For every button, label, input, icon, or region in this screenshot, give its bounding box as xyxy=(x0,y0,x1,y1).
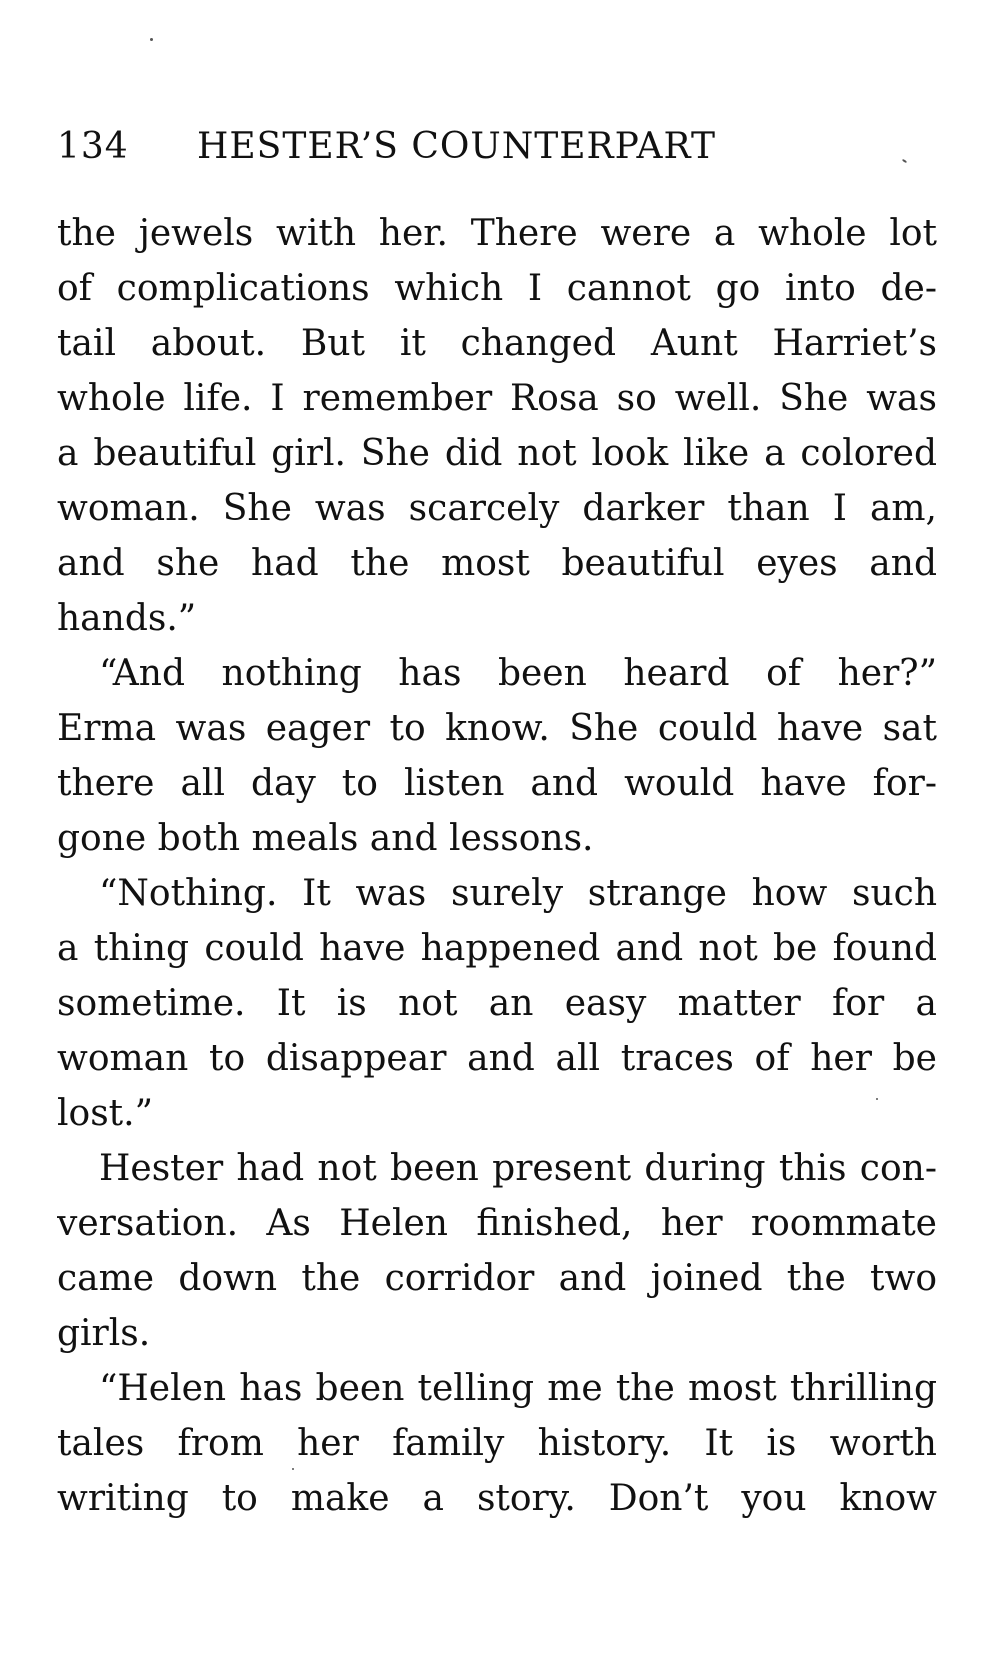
text-line: lost.” xyxy=(57,1093,153,1134)
text-line: versation. As Helen finished, her roommate xyxy=(57,1203,937,1244)
text-line: a beautiful girl. She did not look like a colored xyxy=(57,433,937,474)
text-line: tales from her family history. It is worth xyxy=(57,1423,937,1464)
text-line: gone both meals and lessons. xyxy=(57,818,594,859)
text-line: the jewels with her. There were a whole lot xyxy=(57,213,937,254)
text-line: “And nothing has been heard of her?” xyxy=(99,653,937,694)
text-line: Hester had not been present during this con- xyxy=(99,1148,937,1189)
text-line: there all day to listen and would have for- xyxy=(57,763,937,804)
page-number: 134 xyxy=(57,126,129,167)
page-header xyxy=(57,122,937,172)
paper-speck xyxy=(150,38,153,41)
text-line: tail about. But it changed Aunt Harriet’s xyxy=(57,323,937,364)
paper-speck xyxy=(292,1468,294,1470)
running-head: HESTER’S COUNTERPART xyxy=(197,126,717,167)
text-line: sometime. It is not an easy matter for a xyxy=(57,983,937,1024)
text-line: “Helen has been telling me the most thrilling xyxy=(99,1368,937,1409)
text-line: woman to disappear and all traces of her be xyxy=(57,1038,937,1079)
body-text xyxy=(57,206,937,1526)
text-line: “Nothing. It was surely strange how such xyxy=(99,873,937,914)
text-line: came down the corridor and joined the two xyxy=(57,1258,937,1299)
text-line: whole life. I remember Rosa so well. She was xyxy=(57,378,937,419)
text-line: a thing could have happened and not be found xyxy=(57,928,937,969)
text-line: writing to make a story. Don’t you know xyxy=(57,1478,937,1519)
text-line: Erma was eager to know. She could have sat xyxy=(57,708,937,749)
text-line: of complications which I cannot go into de- xyxy=(57,268,937,309)
text-line: woman. She was scarcely darker than I am, xyxy=(57,488,937,529)
paper-speck xyxy=(876,1098,878,1100)
text-line: hands.” xyxy=(57,598,197,639)
text-line: girls. xyxy=(57,1313,151,1354)
text-line: and she had the most beautiful eyes and xyxy=(57,543,937,584)
